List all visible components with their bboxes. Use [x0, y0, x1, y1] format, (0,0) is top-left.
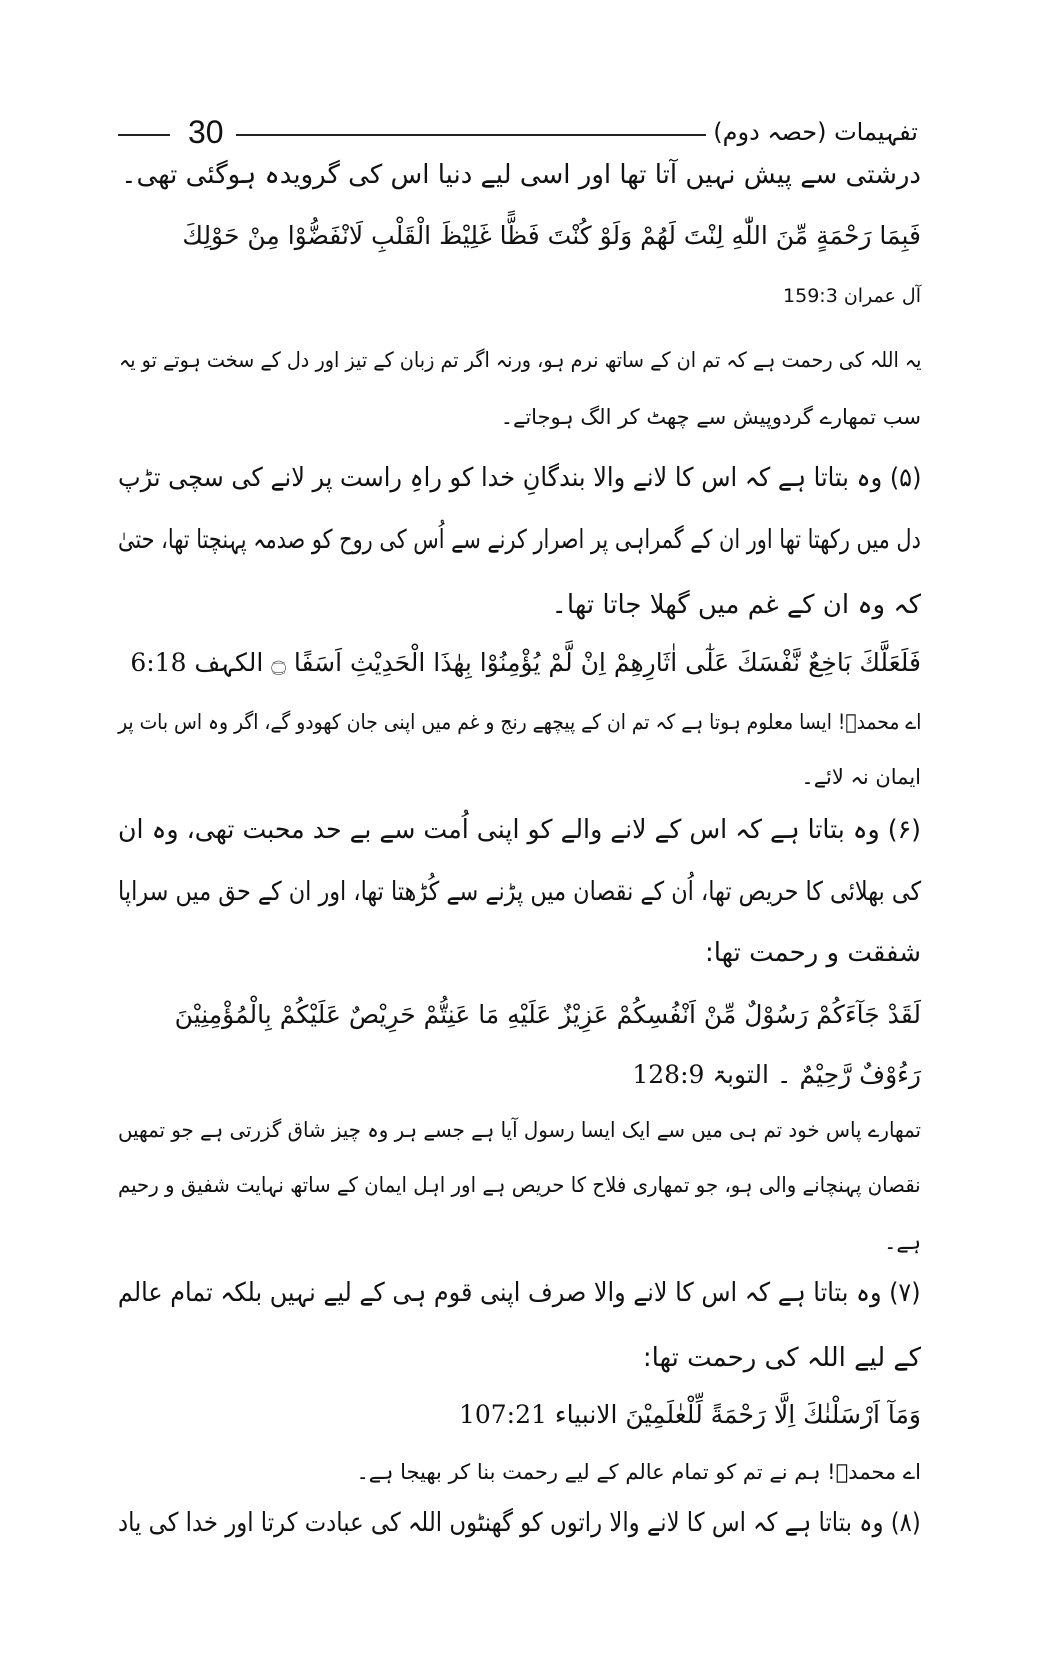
quran-verse: فَلَعَلَّكَ بَاخِعٌ نَّفْسَكَ عَلٰٓى اٰثَارِهِمْ اِنْ لَّمْ يُؤْمِنُوْا بِهٰذَا الْحَدِيْثِ اَسَفًا ۝ الکہف 6:18	[130, 648, 921, 677]
translation-line: نقصان پہنچانے والی ہو، جو تمھاری فلاح کا حریص ہے اور اہل ایمان کے ساتھ نہایت شفیق و رحیم	[118, 1173, 921, 1197]
page-header	[118, 112, 918, 152]
translation-line: سب تمھارے گردوپیش سے چھٹ کر الگ ہوجاتے۔	[500, 405, 921, 429]
text-line: (۸) وہ بتاتا ہے کہ اس کا لانے والا راتوں کو گھنٹوں اللہ کی عبادت کرتا اور خدا کی یاد	[118, 1508, 921, 1538]
text-line: (۷) وہ بتاتا ہے کہ اس کا لانے والا صرف اپنی قوم ہی کے لیے نہیں بلکہ تمام عالم	[118, 1278, 921, 1308]
translation-line: ایمان نہ لائے۔	[801, 765, 921, 789]
running-title: تفہیمات (حصہ دوم)	[713, 118, 918, 146]
quran-verse: لَقَدْ جَآءَكُمْ رَسُوْلٌ مِّنْ اَنْفُسِكُمْ عَزِيْزٌ عَلَيْهِ مَا عَنِتُّمْ حَرِيْصٌ عَلَيْكُمْ بِالْمُؤْمِنِيْنَ	[174, 1000, 921, 1029]
verse-reference: آل عمران 159:3	[783, 285, 921, 307]
header-dash	[118, 134, 170, 136]
translation-line: یہ اللہ کی رحمت ہے کہ تم ان کے ساتھ نرم ہو، ورنہ اگر تم زبان کے تیز اور دل کے سخت ہوتے تو یہ	[118, 348, 921, 372]
text-line: کہ وہ ان کے غم میں گھلا جاتا تھا۔	[551, 590, 921, 620]
translation-line: ہے۔	[884, 1230, 921, 1254]
translation-line: اے محمدؐ! ایسا معلوم ہوتا ہے کہ تم ان کے پیچھے رنج و غم میں اپنی جان کھودو گے، اگر وہ اس بات پر	[117, 710, 921, 734]
text-line: (۶) وہ بتاتا ہے کہ اس کے لانے والے کو اپنی اُمت سے بے حد محبت تھی، وہ ان	[117, 815, 921, 845]
translation-line: اے محمدؐ! ہم نے تم کو تمام عالم کے لیے رحمت بنا کر بھیجا ہے۔	[356, 1460, 921, 1484]
header-rule	[236, 134, 706, 136]
text-line: درشتی سے پیش نہیں آتا تھا اور اسی لیے دنیا اس کی گرویدہ ہوگئی تھی۔	[121, 160, 921, 190]
text-line: کی بھلائی کا حریص تھا، اُن کے نقصان میں پڑنے سے کُڑھتا تھا، اور ان کے حق میں سراپا	[117, 877, 921, 907]
text-line: کے لیے اللہ کی رحمت تھا:	[642, 1343, 921, 1373]
text-line: (۵) وہ بتاتا ہے کہ اس کا لانے والا بندگانِ خدا کو راہِ راست پر لانے کی سچی تڑپ	[117, 463, 921, 493]
translation-line: تمھارے پاس خود تم ہی میں سے ایک ایسا رسول آیا ہے جسے ہر وہ چیز شاق گزرتی ہے جو تمھیں	[117, 1118, 921, 1142]
quran-verse: رَءُوْفٌ رَّحِيْمٌ ۔ التوبۃ 128:9	[632, 1060, 921, 1089]
text-line: دل میں رکھتا تھا اور ان کے گمراہی پر اصرار کرنے سے اُس کی روح کو صدمہ پہنچتا تھا، حتیٰ	[118, 525, 921, 555]
page-number: 30	[188, 114, 224, 150]
quran-verse: فَبِمَا رَحْمَةٍ مِّنَ اللّٰهِ لِنْتَ لَهُمْ وَلَوْ كُنْتَ فَظًّا غَلِيْظَ الْقَلْبِ لَانْفَضُّوْا مِنْ حَوْلِكَ	[182, 221, 921, 250]
text-line: شفقت و رحمت تھا:	[704, 938, 921, 968]
quran-verse: وَمَآ اَرْسَلْنٰكَ اِلَّا رَحْمَةً لِّلْعٰلَمِيْنَ الانبیاء 107:21	[458, 1400, 921, 1429]
